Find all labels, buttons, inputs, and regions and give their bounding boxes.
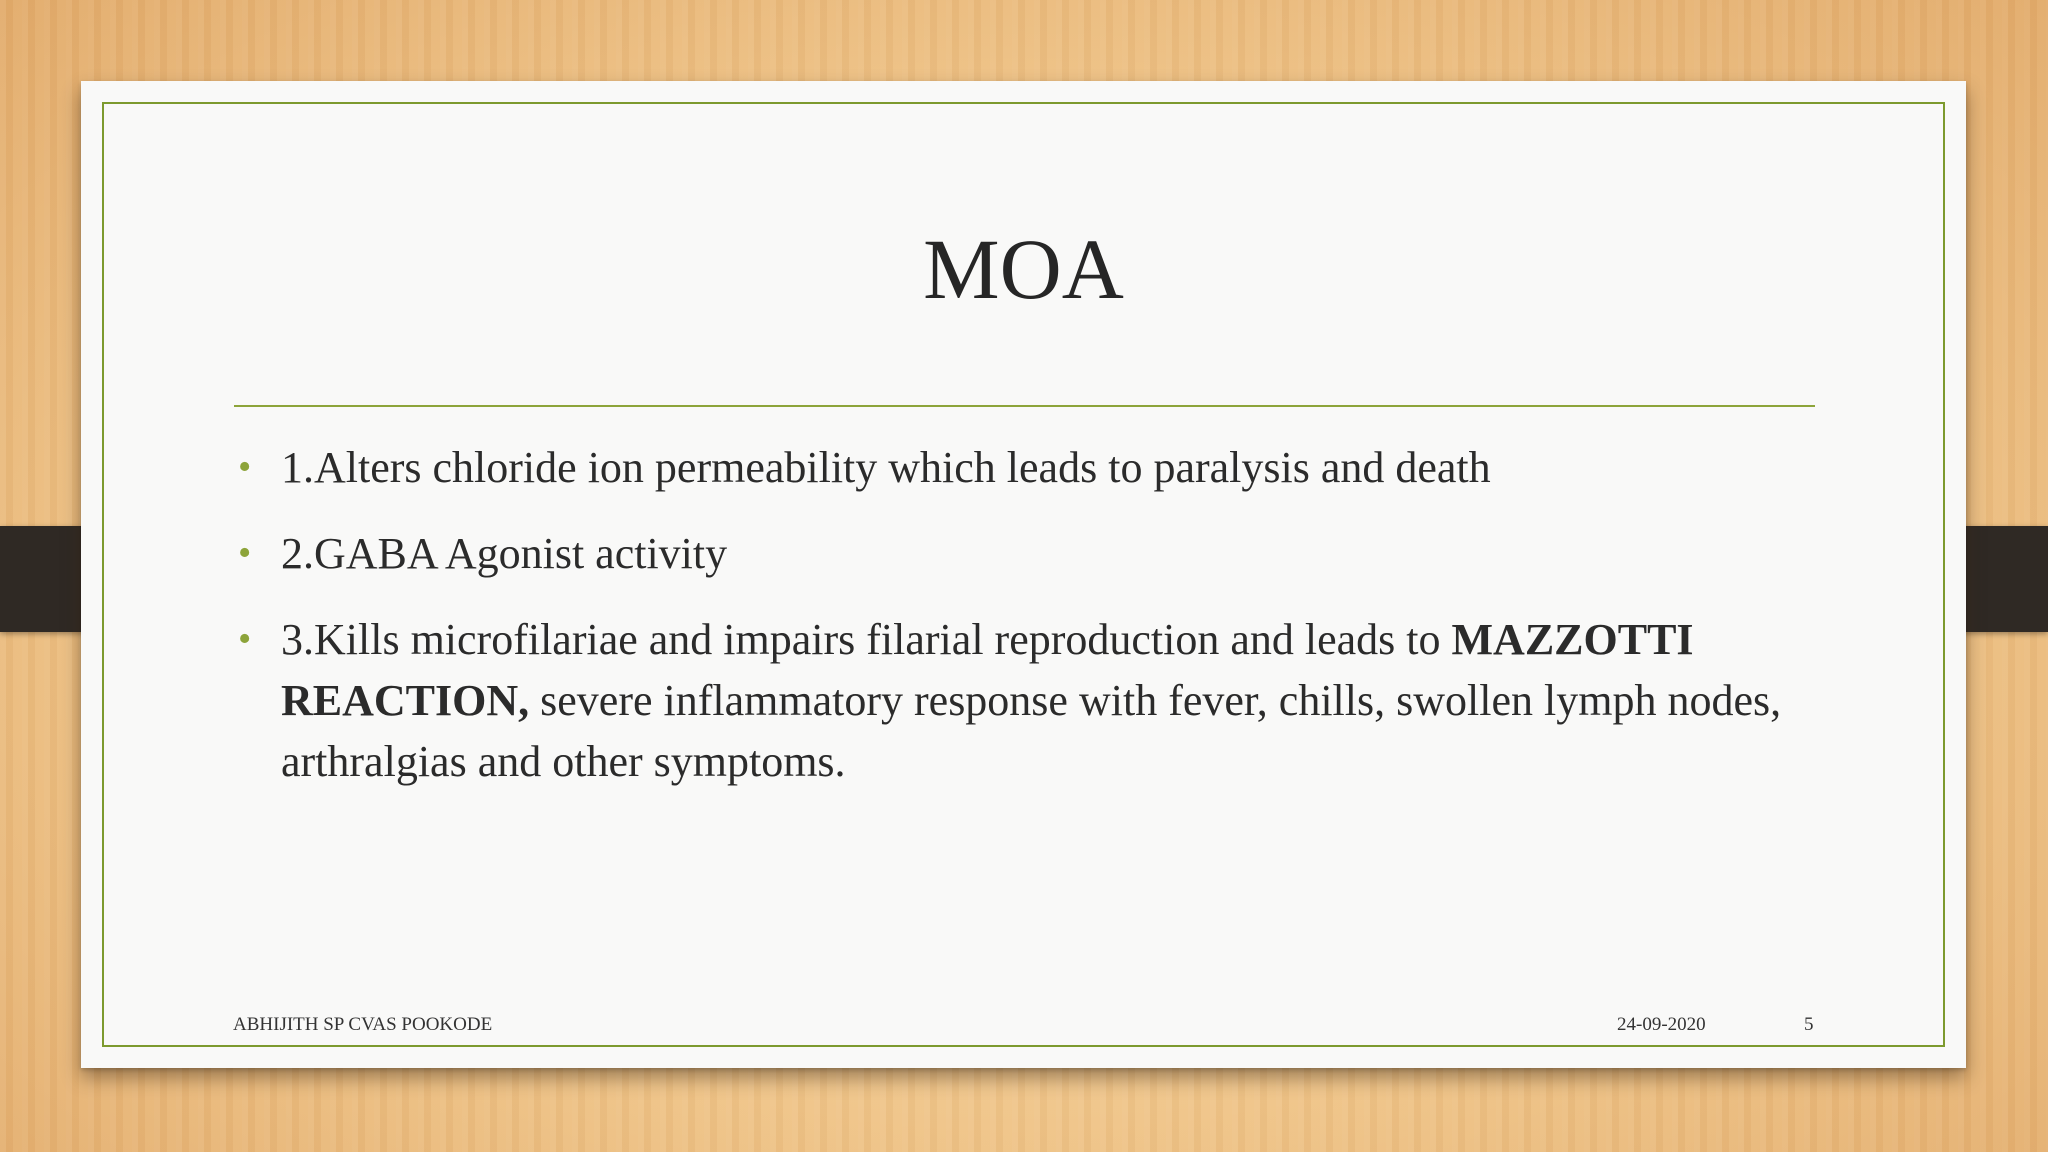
bullet-bold-term: MAZZOTTI REACTION,: [281, 615, 1694, 725]
footer-date: 24-09-2020: [1617, 1014, 1706, 1035]
title-divider: [234, 405, 1815, 407]
slide-title: MOA: [923, 221, 1124, 317]
bullet-dot-icon: •: [238, 532, 252, 574]
bullet-text: 1.Alters chloride ion permeability which leads to paralysis and death: [281, 443, 1491, 492]
bullet-dot-icon: •: [238, 618, 252, 660]
bullet-dot-icon: •: [238, 446, 252, 488]
bullet-list: [238, 437, 1801, 817]
bullet-item-3: [238, 609, 1801, 792]
bullet-text: 2.GABA Agonist activity: [281, 529, 728, 578]
bullet-text-after: severe inflammatory response with fever, chills, swollen lymph nodes, arthralgias and other symptoms.: [281, 676, 1782, 786]
footer-author: ABHIJITH SP CVAS POOKODE: [233, 1014, 493, 1035]
bullet-item-2: [238, 523, 1801, 584]
bullet-text-before: 3.Kills microfilariae and impairs filarial reproduction and leads to: [281, 615, 1452, 664]
slide: [81, 81, 1966, 1068]
footer-page-number: 5: [1804, 1014, 1814, 1035]
bullet-item-1: [238, 437, 1801, 498]
